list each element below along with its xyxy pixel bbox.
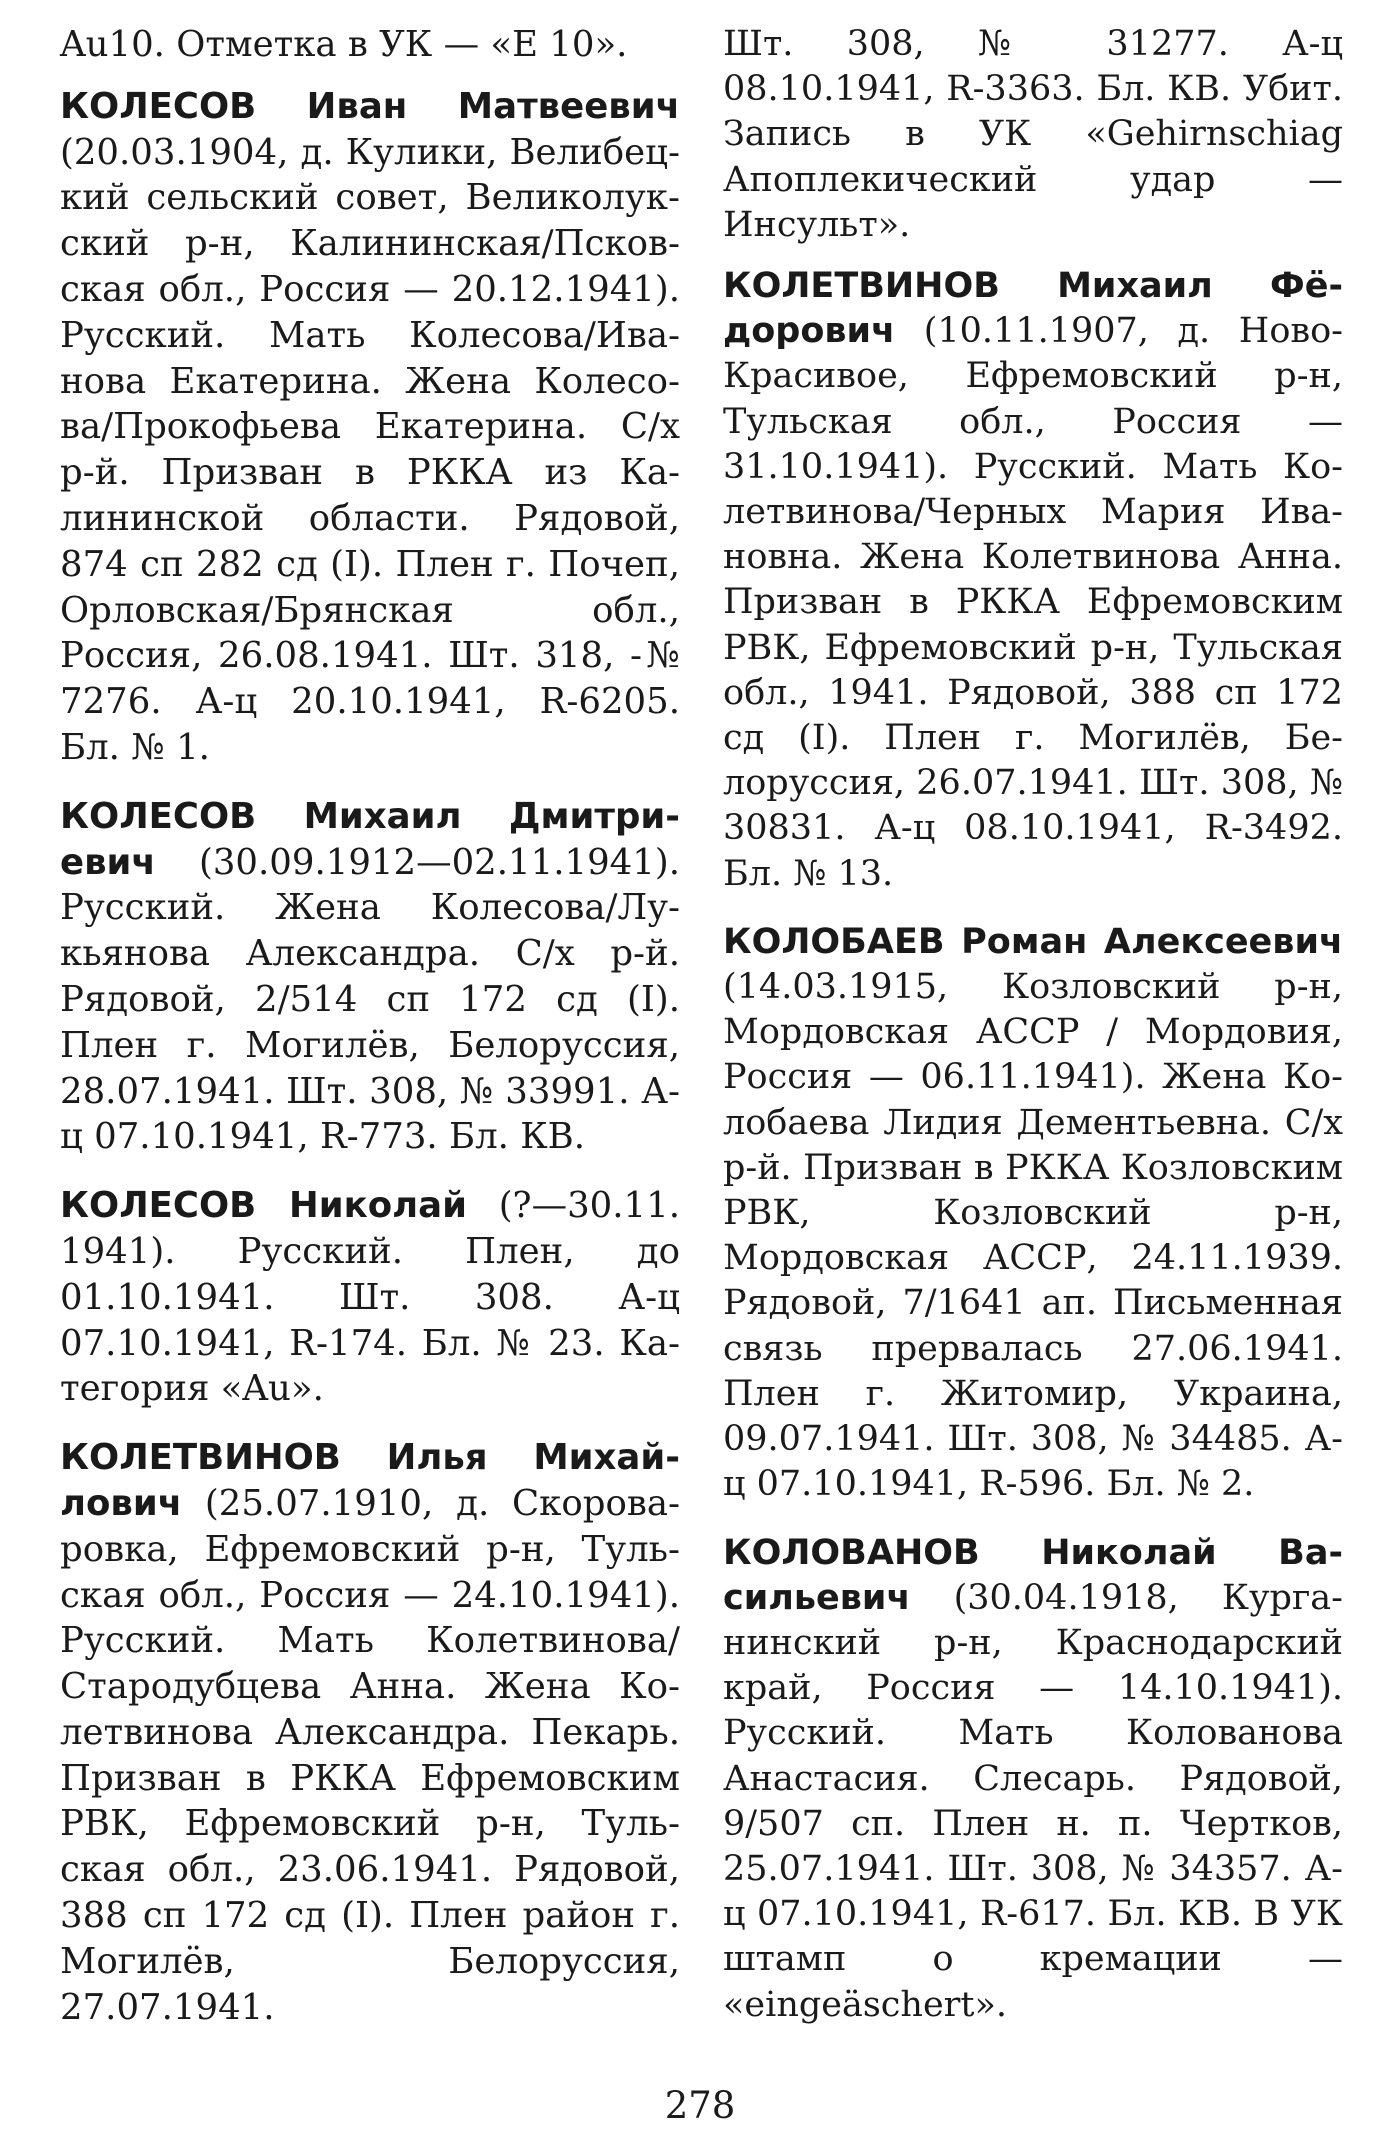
- entry-kolovanov-nikolai: [723, 1531, 1343, 2028]
- entry-name: КОЛЕТВИНОВ Илья Михайлович: [60, 1437, 680, 1524]
- entry-text: (25.07.1910, д. Скороваровка, Ефремовский р-н, Тульская обл., Россия — 24.10.1941). Русский. Мать Колетвинова/ Стародубцева Анна. Жена Колетвинова Александра. Пекарь. Призван в РККА Ефремовским РВК, Ефремовский р-н, Тульская обл., 23.06.1941. Рядовой, 388 сп 172 сд (I). Плен район г. Могилёв, Белоруссия, 27.07.1941.: [60, 1482, 680, 2028]
- entry-name: КОЛЕСОВ Николай: [60, 1185, 467, 1227]
- entry-text: (?—30.11. 1941). Русский. Плен, до 01.10.1941. Шт. 308. А-ц 07.10.1941, R-174. Бл. № 23. Категория «Au».: [60, 1185, 680, 1410]
- entry-kolesov-mikhail: [60, 794, 680, 1160]
- entry-text: (10.11.1907, д. Ново-Красивое, Ефремовский р-н, Тульская обл., Россия — 31.10.1941). Русский. Мать Колетвинова/Черных Мария Ивановна. Жена Колетвинова Анна. Призван в РККА Ефремовским РВК, Ефремовский р-н, Тульская обл., 1941. Рядовой, 388 сп 172 сд (I). Плен г. Могилёв, Белоруссия, 26.07.1941. Шт. 308, № 30831. А-ц 08.10.1941, R-3492. Бл. № 13.: [723, 311, 1343, 894]
- entry-kolesov-ivan: [60, 84, 680, 771]
- entry-text: Au10. Отметка в УК — «E 10».: [60, 24, 628, 65]
- entry-continuation: [723, 22, 1343, 248]
- entry-kolobaev-roman: [723, 920, 1343, 1508]
- entry-text: (30.04.1918, Курганинский р-н, Краснодарский край, Россия — 14.10.1941). Русский. Мать Колованова Анастасия. Слесарь. Рядовой, 9/507 сп. Плен н. п. Чертков, 25.07.1941. Шт. 308, № 34357. А-ц 07.10.1941, R-617. Бл. КВ. В УК штамп о кремации — «eingeäschert».: [723, 1577, 1343, 2025]
- entry-text: Шт. 308, № 31277. А-ц 08.10.1941, R-3363. Бл. КВ. Убит. Запись в УК «Gehirnschiag Апоплекический удар — Инсульт».: [723, 24, 1343, 245]
- entry-text: (30.09.1912—02.11.1941). Русский. Жена Колесова/Лукьянова Александра. С/х р-й. Рядовой, 2/514 сп 172 сд (I). Плен г. Могилёв, Белоруссия, 28.07.1941. Шт. 308, № 33991. А-ц 07.10.1941, R-773. Бл. КВ.: [60, 841, 680, 1158]
- entry-name: КОЛЕСОВ Иван Матвеевич: [60, 85, 680, 127]
- right-column: [723, 22, 1343, 2051]
- entry-kolesov-nikolai: [60, 1183, 680, 1412]
- entry-name: КОЛЕСОВ Михаил Дмитриевич: [60, 795, 680, 883]
- entry-name: КОЛЕТВИНОВ Михаил Фёдорович: [723, 266, 1343, 352]
- entry-name: КОЛОБАЕВ Роман Алексеевич: [723, 921, 1343, 962]
- entry-koletvinov-mikhail: [723, 264, 1343, 897]
- entry-continuation: [60, 22, 680, 68]
- left-column: [60, 22, 680, 2053]
- page-number: 278: [664, 2084, 736, 2127]
- entry-koletvinov-ilya: [60, 1435, 680, 2030]
- entry-name: КОЛОВАНОВ Николай Васильевич: [723, 1532, 1343, 1618]
- entry-text: (20.03.1904, д. Кулики, Велибецкий сельский совет, Великолукский р-н, Калининская/Псковская обл., Россия — 20.12.1941). Русский. Мать Колесова/Иванова Екатерина. Жена Колесова/Прокофьева Екатерина. С/х р-й. Призван в РККА из Калининской области. Рядовой, 874 сп 282 сд (I). Плен г. Почеп, Орловская/Брянская обл., Россия, 26.08.1941. Шт. 318, -№ 7276. А-ц 20.10.1941, R-6205. Бл. № 1.: [60, 131, 680, 768]
- entry-text: (14.03.1915, Козловский р-н, Мордовская АССР / Мордовия, Россия — 06.11.1941). Жена Колобаева Лидия Дементьевна. С/х р-й. Призван в РККА Козловским РВК, Козловский р-н, Мордовская АССР, 24.11.1939. Рядовой, 7/1641 ап. Письменная связь прервалась 27.06.1941. Плен г. Житомир, Украина, 09.07.1941. Шт. 308, № 34485. А-ц 07.10.1941, R-596. Бл. № 2.: [723, 967, 1343, 1505]
